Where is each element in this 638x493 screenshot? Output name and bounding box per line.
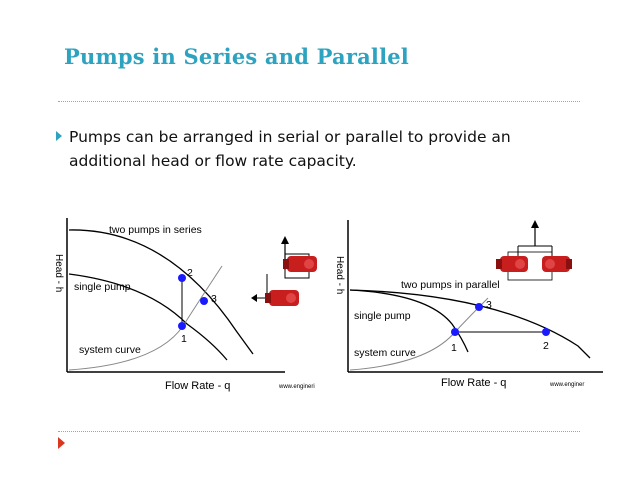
bullet-text: Pumps can be arranged in serial or parallel to provide an additional head or flow rate capacity. [69, 128, 511, 170]
series-watermark: www.engineri [279, 384, 315, 390]
bullet-arrow-icon [56, 131, 62, 141]
series-pump-schematic-icon [251, 236, 317, 306]
parallel-curve-label-two-pumps: two pumps in parallel [401, 279, 500, 291]
parallel-point-3 [475, 303, 483, 311]
parallel-y-axis-label: Head - h [334, 256, 345, 295]
bullet-item [56, 125, 576, 173]
series-curve-label-single: single pump [74, 281, 131, 293]
series-point-3 [200, 297, 208, 305]
parallel-point-label-1: 1 [451, 342, 457, 354]
footer-arrow-icon [58, 437, 65, 449]
parallel-curve-label-single: single pump [354, 310, 411, 322]
series-y-axis-label: Head - h [53, 254, 64, 293]
series-point-label-2: 2 [187, 267, 193, 279]
top-divider [58, 101, 580, 102]
parallel-point-label-3: 3 [486, 299, 492, 311]
parallel-x-axis-label: Flow Rate - q [441, 377, 507, 389]
slide-title: Pumps in Series and Parallel [64, 44, 409, 69]
series-point-2 [178, 274, 186, 282]
series-curve-label-two-pumps: two pumps in series [109, 224, 202, 236]
series-point-label-1: 1 [181, 333, 187, 345]
parallel-point-2 [542, 328, 550, 336]
parallel-point-label-2: 2 [543, 340, 549, 352]
parallel-system-curve [350, 298, 488, 370]
series-pump-figure [47, 214, 340, 394]
parallel-watermark: www.enginer [550, 382, 585, 388]
series-curve-label-system: system curve [79, 344, 141, 356]
parallel-point-1 [451, 328, 459, 336]
series-point-label-3: 3 [211, 293, 217, 305]
series-x-axis-label: Flow Rate - q [165, 380, 231, 392]
bottom-divider [58, 431, 580, 432]
parallel-pump-schematic-icon [496, 220, 572, 280]
parallel-pump-figure [328, 216, 608, 396]
parallel-curve-label-system: system curve [354, 347, 416, 359]
series-point-1 [178, 322, 186, 330]
